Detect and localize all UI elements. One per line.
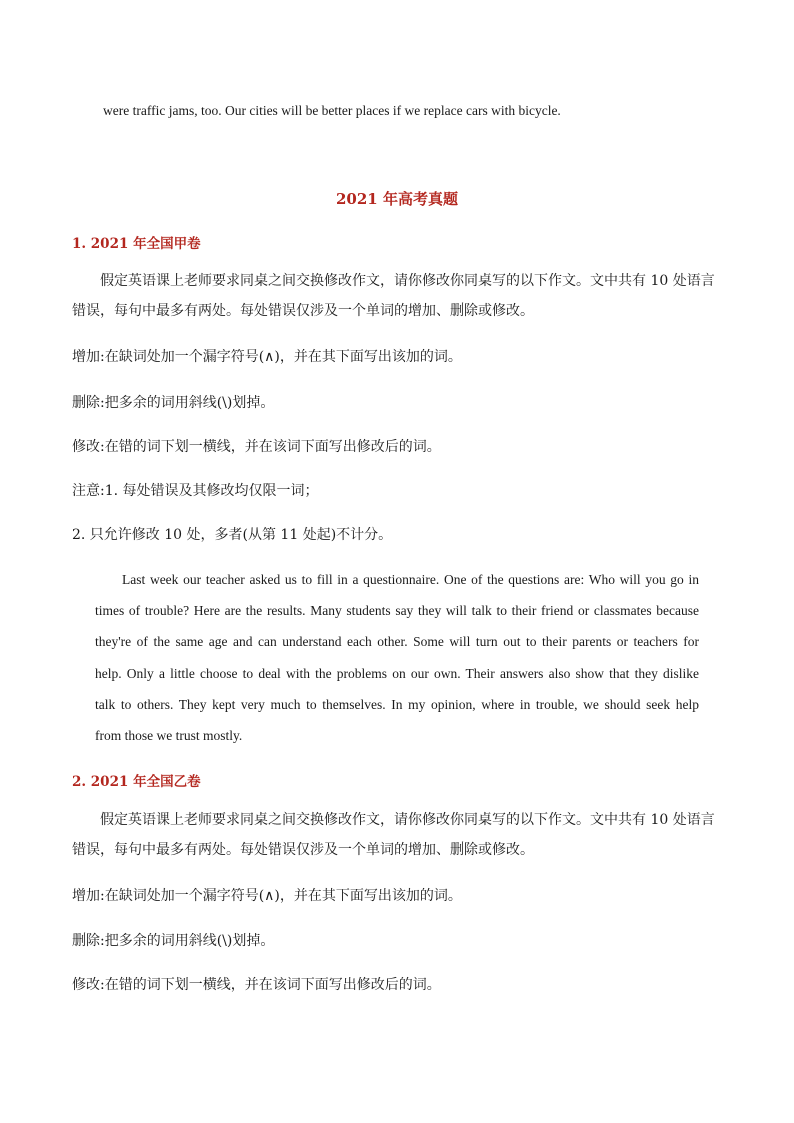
essay-passage (95, 564, 699, 751)
essay-line: help. Only a little choose to deal with the problems on our own. Their answers also show that they dislike (95, 665, 699, 681)
page-title: 2021 年高考真题 (336, 190, 458, 208)
note-2: 2. 只允许修改 10 处，多者(从第 11 处起)不计分。 (72, 527, 393, 543)
instruction-line-2: 错误，每句中最多有两处。每处错误仅涉及一个单词的增加、删除或修改。 (72, 842, 534, 858)
modify-rule: 修改:在错的词下划一横线，并在该词下面写出修改后的词。 (72, 439, 441, 455)
essay-line: talk to others. They kept very much to themselves. In my opinion, where in trouble, we should seek help (95, 696, 699, 712)
essay-line: times of trouble? Here are the results. Many students say they will talk to their friend or classmates because (95, 603, 699, 619)
instruction-line-1: 假定英语课上老师要求同桌之间交换修改作文，请你修改你同桌写的以下作文。文中共有 10 处语言 (100, 273, 715, 289)
instruction-line-2: 错误，每句中最多有两处。每处错误仅涉及一个单词的增加、删除或修改。 (72, 303, 534, 319)
essay-line: they're of the same age and can understand each other. Some will turn out to their parents or teachers for (95, 634, 699, 650)
instruction-line-1: 假定英语课上老师要求同桌之间交换修改作文，请你修改你同桌写的以下作文。文中共有 10 处语言 (100, 812, 715, 828)
modify-rule: 修改:在错的词下划一横线，并在该词下面写出修改后的词。 (72, 977, 441, 993)
essay-line: Last week our teacher asked us to fill in a questionnaire. One of the questions are: Who will you go in (122, 572, 699, 587)
section-heading-2: 2. 2021 年全国乙卷 (72, 774, 201, 790)
delete-rule: 删除:把多余的词用斜线(\)划掉。 (72, 933, 275, 949)
section-1-instructions (72, 266, 715, 326)
section-2-instructions (72, 805, 715, 865)
previous-essay-fragment: were traffic jams, too. Our cities will be better places if we replace cars with bicycle. (103, 103, 561, 118)
section-heading-1: 1. 2021 年全国甲卷 (72, 236, 201, 252)
essay-line: from those we trust mostly. (95, 728, 243, 744)
delete-rule: 删除:把多余的词用斜线(\)划掉。 (72, 395, 275, 411)
add-rule: 增加:在缺词处加一个漏字符号(∧)，并在其下面写出该加的词。 (72, 888, 462, 904)
note-1: 注意:1. 每处错误及其修改均仅限一词； (72, 483, 319, 499)
add-rule: 增加:在缺词处加一个漏字符号(∧)，并在其下面写出该加的词。 (72, 349, 462, 365)
